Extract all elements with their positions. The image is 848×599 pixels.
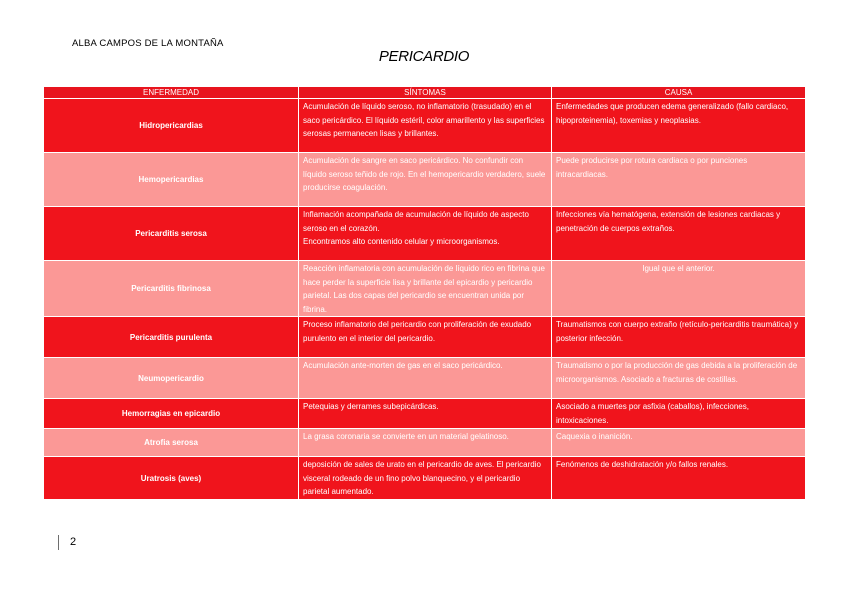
table-body	[44, 99, 806, 500]
cause-cell: Enfermedades que producen edema generalizado (fallo cardiaco, hipoproteinemia), toxemias y neoplasias.	[552, 99, 806, 153]
footer-divider	[58, 535, 59, 550]
symptoms-cell: Acumulación ante-morten de gas en el saco pericárdico.	[299, 358, 552, 399]
disease-name: Atrofia serosa	[44, 429, 299, 457]
cause-cell: Fenómenos de deshidratación y/o fallos renales.	[552, 457, 806, 500]
table-row	[44, 399, 806, 429]
disease-name: Pericarditis purulenta	[44, 317, 299, 358]
table-row	[44, 429, 806, 457]
symptoms-cell: Acumulación de líquido seroso, no inflamatorio (trasudado) en el saco pericárdico. El líquido estéril, color amarillento y las superficies serosas permanecen lisas y brillantes.	[299, 99, 552, 153]
column-header-causa: CAUSA	[552, 87, 806, 99]
disease-name: Pericarditis serosa	[44, 207, 299, 261]
cause-cell: Asociado a muertes por asfixia (caballos), infecciones, intoxicaciones.	[552, 399, 806, 429]
page-title: PERICARDIO	[378, 48, 470, 65]
symptoms-cell: Proceso inflamatorio del pericardio con proliferación de exudado purulento en el interior del pericardio.	[299, 317, 552, 358]
table-header-row	[44, 87, 806, 99]
page-number: 2	[70, 536, 77, 548]
table-row	[44, 99, 806, 153]
cause-cell: Traumatismo o por la producción de gas debida a la proliferación de microorganismos. Asociado a fracturas de costillas.	[552, 358, 806, 399]
author-name: ALBA CAMPOS DE LA MONTAÑA	[72, 38, 224, 49]
disease-name: Uratrosis (aves)	[44, 457, 299, 500]
disease-name: Hemorragias en epicardio	[44, 399, 299, 429]
symptoms-cell: Reacción inflamatoria con acumulación de líquido rico en fibrina que hace perder la superficie lisa y brillante del epicardio y pericardio parietal. Las dos capas del pericardio se encuentran unida por fibrina.	[299, 261, 552, 317]
disease-table	[43, 86, 806, 500]
disease-name: Pericarditis fibrinosa	[44, 261, 299, 317]
table-row	[44, 317, 806, 358]
table-row	[44, 358, 806, 399]
column-header-sintomas: SÍNTOMAS	[299, 87, 552, 99]
symptoms-cell: Inflamación acompañada de acumulación de líquido de aspecto seroso en el corazón. Encontramos alto contenido celular y microorganismos.	[299, 207, 552, 261]
symptoms-cell: deposición de sales de urato en el pericardio de aves. El pericardio visceral rodeado de un fino polvo blanquecino, y el pericardio parietal aumentado.	[299, 457, 552, 500]
table-row	[44, 261, 806, 317]
table-row	[44, 153, 806, 207]
disease-name: Hidropericardias	[44, 99, 299, 153]
cause-cell: Infecciones vía hematógena, extensión de lesiones cardiacas y penetración de cuerpos extraños.	[552, 207, 806, 261]
cause-cell: Traumatismos con cuerpo extraño (retículo-pericarditis traumática) y posterior infección.	[552, 317, 806, 358]
symptoms-cell: Petequias y derrames subepicárdicas.	[299, 399, 552, 429]
disease-name: Neumopericardio	[44, 358, 299, 399]
cause-cell: Igual que el anterior.	[552, 261, 806, 317]
table-row	[44, 457, 806, 500]
column-header-enfermedad: ENFERMEDAD	[44, 87, 299, 99]
symptoms-cell: La grasa coronaria se convierte en un material gelatinoso.	[299, 429, 552, 457]
disease-name: Hemopericardias	[44, 153, 299, 207]
table-row	[44, 207, 806, 261]
cause-cell: Caquexia o inanición.	[552, 429, 806, 457]
cause-cell: Puede producirse por rotura cardiaca o por punciones intracardiacas.	[552, 153, 806, 207]
symptoms-cell: Acumulación de sangre en saco pericárdico. No confundir con líquido seroso teñido de rojo. En el hemopericardio verdadero, suele producirse coagulación.	[299, 153, 552, 207]
